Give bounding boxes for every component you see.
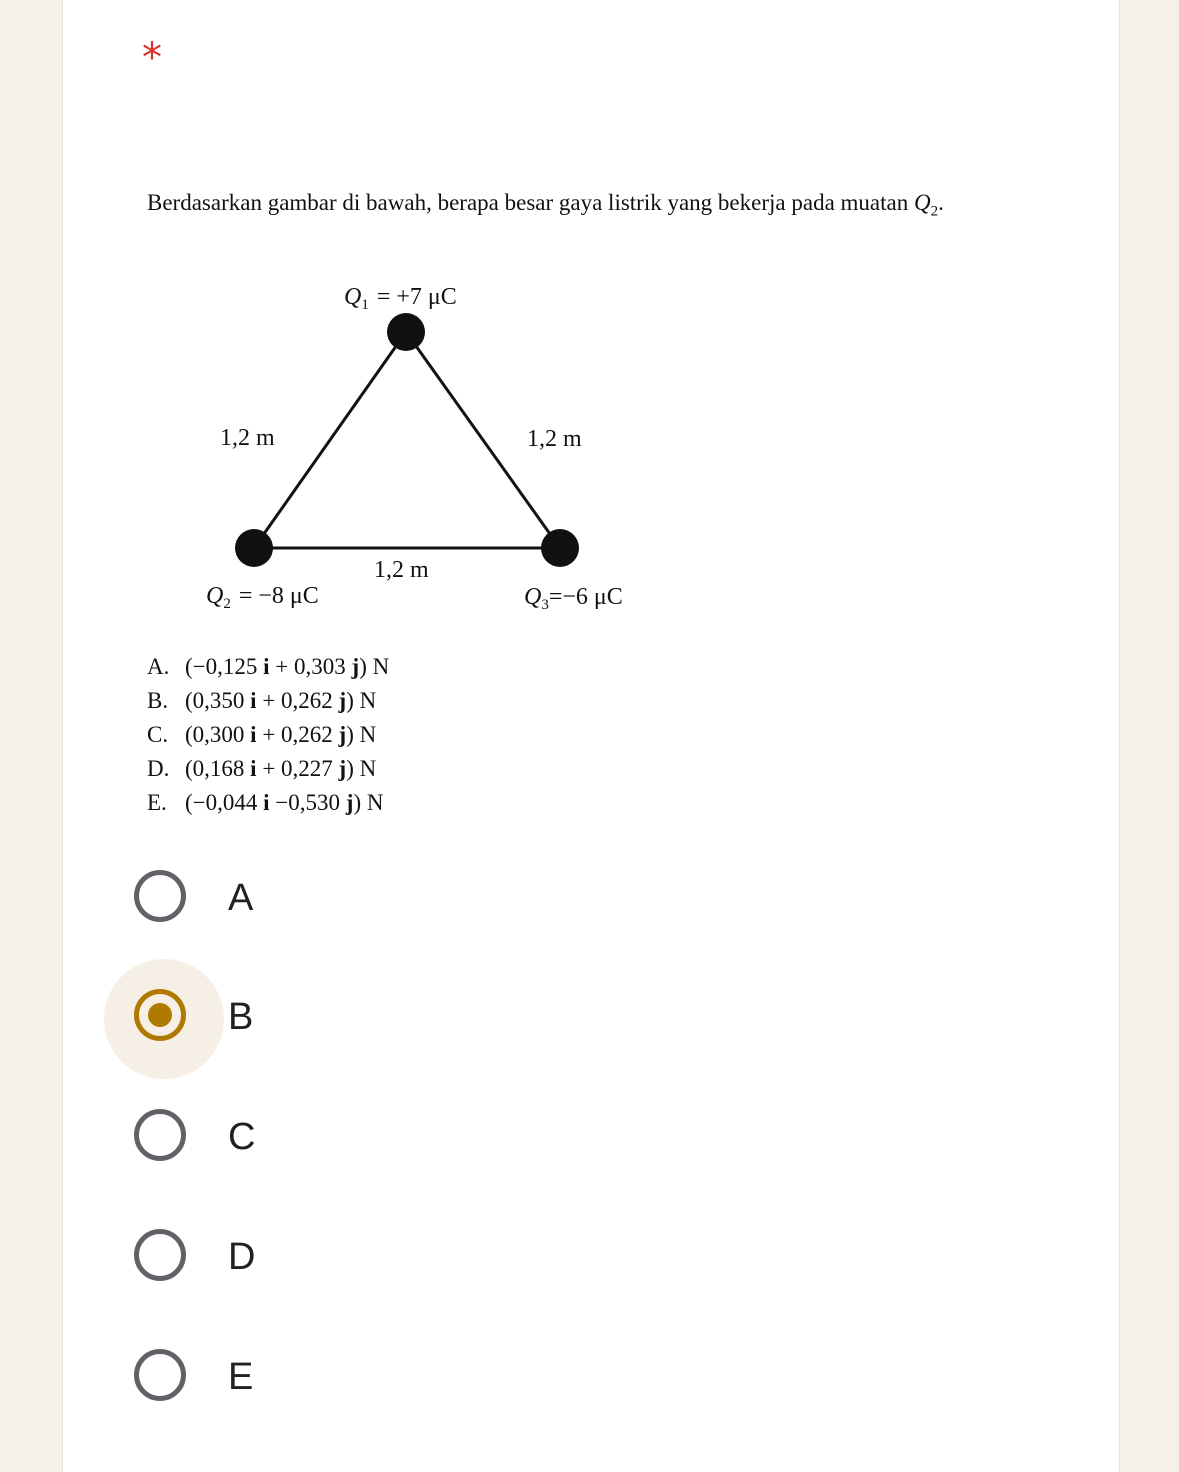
radio-button-icon[interactable] (134, 1349, 186, 1401)
radio-label[interactable]: D (228, 1236, 256, 1278)
answer-option-list (147, 650, 389, 820)
side-left-label: 1,2 m (220, 425, 275, 451)
answer-option-c: C. (0,300 i + 0,262 j) N (147, 722, 377, 747)
radio-label[interactable]: C (228, 1116, 256, 1158)
answer-option-e: E. (−0,044 i −0,530 j) N (147, 790, 384, 815)
radio-choice-a[interactable] (104, 840, 504, 960)
question-body: Berdasarkan gambar di bawah, berapa besar gaya listrik yang bekerja pada muatan (147, 190, 914, 215)
answer-option-a: A. (−0,125 i + 0,303 j) N (147, 654, 390, 679)
radio-choice-c[interactable] (104, 1079, 504, 1199)
radio-choice-b[interactable] (104, 959, 504, 1079)
radio-choice-d[interactable] (104, 1199, 504, 1319)
radio-dot-icon (148, 1003, 172, 1027)
answer-option-d: D. (0,168 i + 0,227 j) N (147, 756, 377, 781)
side-left-line (254, 332, 406, 548)
charge-q1-dot (387, 313, 425, 351)
radio-button-icon[interactable] (134, 1109, 186, 1161)
radio-label[interactable]: A (228, 877, 254, 919)
radio-button-icon[interactable] (134, 1229, 186, 1281)
charge-q1-label: $Q_1 = +7$ μC (344, 284, 457, 313)
radio-button-icon[interactable] (134, 989, 186, 1041)
question-symbol: Q (913, 190, 931, 215)
charge-q2-label: $Q_2 = -8$ μC (206, 583, 319, 612)
side-bottom-label: 1,2 m (374, 557, 429, 583)
radio-button-icon[interactable] (134, 870, 186, 922)
radio-label[interactable]: E (228, 1356, 254, 1398)
required-marker: * (142, 35, 162, 81)
question-end: . (938, 190, 944, 215)
radio-choice-e[interactable] (104, 1319, 504, 1439)
triangle-diagram (0, 0, 1179, 640)
answer-option-b: B. (0,350 i + 0,262 j) N (147, 688, 377, 713)
question-subscript: 2 (930, 203, 939, 220)
charge-q3-dot (541, 529, 579, 567)
charge-q3-label: $Q_3=-6$ μC (524, 584, 623, 613)
side-right-label: 1,2 m (527, 426, 582, 452)
radio-label[interactable]: B (228, 996, 254, 1038)
charge-q2-dot (235, 529, 273, 567)
